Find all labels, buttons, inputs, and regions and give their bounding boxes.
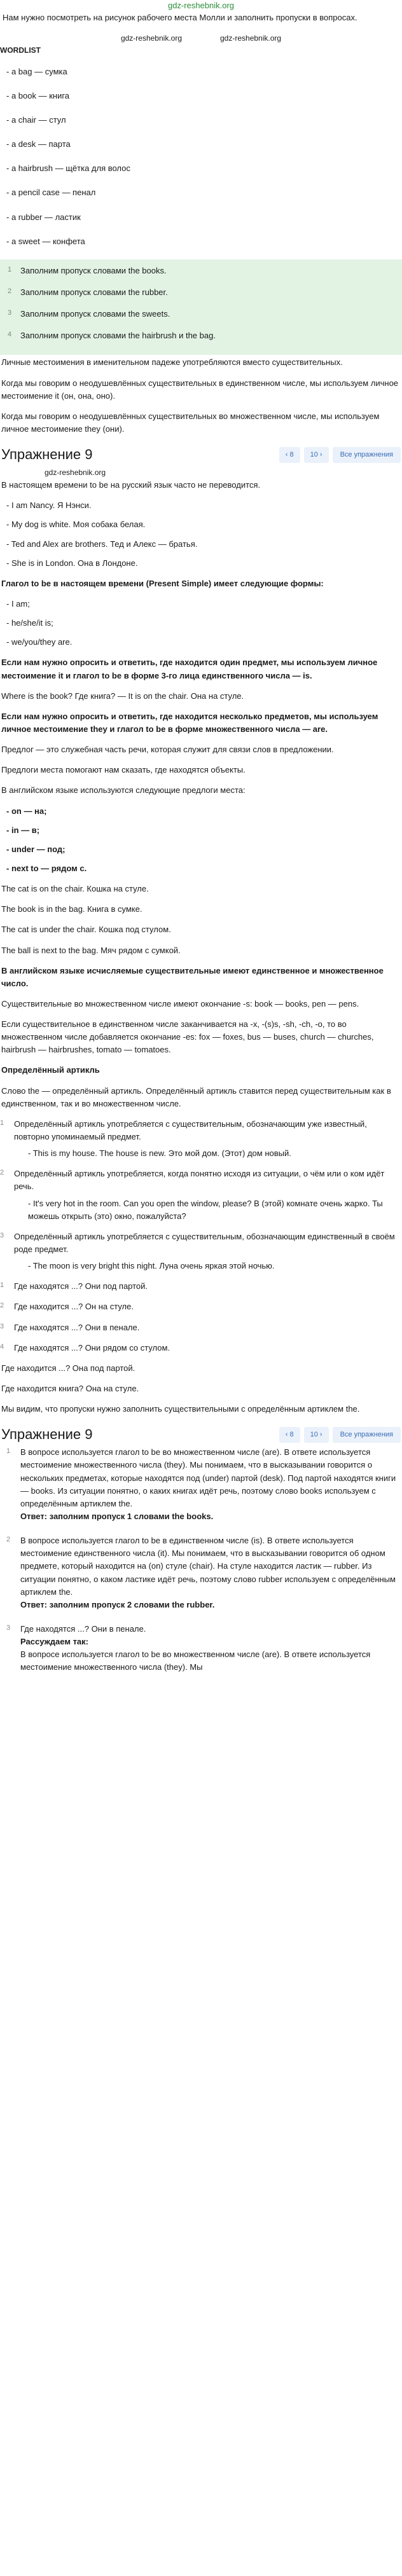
form-item: - he/she/it is;	[6, 617, 402, 630]
answer-item: 1 В вопросе используется глагол to be во множественном числе (are). В ответе используется местоимение множественного числа (they). Мы понимаем, что в высказывании говорится о нескольких предметах, которые находятся под (under) партой (desk). Под партой находятся книги — books. Из ситуации понятно, о каких книгах идёт речь, поэтому слово books используем с определённым артиклем the. Ответ: заполним пропуск 1 словами the books.	[6, 1447, 396, 1521]
countable-head: В английском языке исчисляемые существительные имеют единственное и множественное число.	[1, 965, 384, 988]
plural-rule: Если нам нужно опросить и ответить, где находится несколько предметов, мы используем личное местоимение they и глагол to be в форме множественного числа — are.	[1, 711, 378, 734]
article-def: Слово the — определённый артикль. Определённый артикль ставится перед существительным как в единственном, так и во множественном числе.	[1, 1085, 391, 1108]
prep-item: - next to — рядом с.	[6, 862, 402, 875]
example-item: - My dog is white. Моя собака белая.	[6, 518, 402, 531]
tobe-examples	[0, 499, 402, 570]
tobe-head: Глагол to be в настоящем времени (Present Simple) имеет следующие формы:	[1, 578, 324, 588]
conclusion: Мы видим, что пропуски нужно заполнить существительными с определённым артиклем the.	[1, 1404, 360, 1414]
all-exercises-button[interactable]: Все упражнения	[333, 1427, 401, 1443]
wordlist-item: - a chair — стул	[6, 114, 402, 127]
pronoun-rule-3: Когда мы говорим о неодушевлённых существительных во множественном числе, мы используем личное местоимение they (они).	[1, 411, 380, 434]
question-item: 2 Где находится ...? Он на стуле.	[0, 1302, 134, 1312]
wordlist-item: - a bag — сумка	[6, 65, 402, 78]
prep-example: The cat is on the chair. Кошка на стуле.	[1, 884, 149, 894]
prep-use: Предлоги места помогают нам сказать, где находятся объекты.	[1, 765, 246, 775]
watermark: gdz-reshebnik.org	[45, 468, 106, 478]
prep-list-head: В английском языке используются следующие предлоги места:	[1, 785, 246, 796]
question-5: Где находится ...? Она под партой.	[1, 1363, 135, 1373]
prev-exercise-button[interactable]: ‹ 8	[279, 1427, 300, 1443]
wordlist	[0, 65, 402, 248]
task-item: 2 Заполним пропуск словами the rubber.	[8, 287, 168, 297]
form-item: - I am;	[6, 598, 402, 610]
article-use: 2 Определённый артикль употребляется, когда понятно исходя из ситуации, о чём или о ком идёт речь. - It's very hot in the room. Can you open the window, please? В (этой) комнате очень жарко. Ты можешь открыть (это) окно, пожалуйста?	[0, 1167, 402, 1223]
next-exercise-button[interactable]: 10 ›	[304, 1427, 329, 1443]
exercise-nav-bar	[0, 443, 402, 466]
task-list	[0, 259, 402, 355]
answer-item: 3 Где находятся ...? Они в пенале. Рассуждаем так: В вопросе используется глагол to be во множественном числе (are). В ответе используется местоимение множественного числа (they). Мы	[6, 1623, 371, 1672]
site-logo[interactable]: gdz-reshebnik.org	[167, 1, 235, 10]
pronoun-rule-1: Личные местоимения в именительном падеже употребляются вместо существительных.	[1, 357, 343, 368]
article-use: 3 Определённый артикль употребляется с существительным, обозначающим единственный в своём роде предмет. - The moon is very bright this night. Луна очень яркая этой ночью.	[0, 1230, 402, 1272]
singular-example: Where is the book? Где книга? — It is on the chair. Она на стуле.	[1, 691, 244, 701]
question-6: Где находится книга? Она на стуле.	[1, 1384, 139, 1394]
exercise-title: Упражнение 9	[1, 446, 93, 463]
prep-item: - under — под;	[6, 843, 402, 856]
example-item: - Ted and Alex are brothers. Тед и Алекс — братья.	[6, 538, 402, 551]
question-list	[0, 1280, 402, 1354]
intro-text: Нам нужно посмотреть на рисунок рабочего места Молли и заполнить пропуски в вопросах.	[3, 13, 357, 22]
task-item: 1 Заполним пропуск словами the books.	[8, 265, 167, 275]
wordlist-item: - a sweet — конфета	[6, 235, 402, 248]
singular-rule: Если нам нужно опросить и ответить, где находится один предмет, мы используем личное местоимение it и глагол to be в форме 3-го лица единственного числа — is.	[1, 658, 378, 680]
pronoun-rule-2: Когда мы говорим о неодушевлённых существительных в единственном числе, мы используем личное местоимение it (он, она, оно).	[1, 378, 399, 401]
prep-example: The ball is next to the bag. Мяч рядом с сумкой.	[1, 945, 181, 955]
task-item: 4 Заполним пропуск словами the hairbrush и the bag.	[8, 331, 216, 341]
prep-def: Предлог — это служебная часть речи, которая служит для связи слов в предложении.	[1, 745, 334, 755]
prep-example: The book is in the bag. Книга в сумке.	[1, 904, 142, 914]
wordlist-item: - a rubber — ластик	[6, 211, 402, 224]
question-item: 3 Где находятся ...? Они в пенале.	[0, 1322, 140, 1332]
prev-exercise-button[interactable]: ‹ 8	[279, 447, 300, 463]
article-use: 1 Определённый артикль употребляется с существительным, обозначающим уже известный, повторно упоминаемый предмет. - This is my house. The house is new. Это мой дом. (Этот) дом новый.	[0, 1118, 402, 1160]
watermark: gdz-reshebnik.org	[120, 34, 182, 43]
translate-note: В настоящем времени to be на русский язык часто не переводится.	[1, 480, 261, 490]
form-item: - we/you/they are.	[6, 636, 402, 649]
example-item: - I am Nancy. Я Нэнси.	[6, 499, 402, 512]
answer-item: 2 В вопросе используется глагол to be в единственном числе (is). В ответе используется местоимение единственного числа (it). Мы понимаем, что в высказывании говорится об одном предмете, который находится на (on) стуле (chair). На стуле находится ластик — rubber. Из ситуации понятно, о каком ластике идёт речь, поэтому слово rubber используем с определённым артиклем the. Ответ: заполним пропуск 2 словами the rubber.	[6, 1536, 396, 1609]
plural-es-rule: Если существительное в единственном числе заканчивается на -x, -(s)s, -sh, -ch, -o, то во множественном числе добавляется окончание -es: fox — foxes, bus — buses, church — churches, hairbrush — hairbrushes, tomato — tomatoes.	[1, 1019, 374, 1055]
example-item: - She is in London. Она в Лондоне.	[6, 557, 402, 570]
watermark: gdz-reshebnik.org	[220, 34, 282, 43]
prep-item: - in — в;	[6, 824, 402, 837]
prep-item: - on — на;	[6, 805, 402, 818]
tobe-forms	[0, 598, 402, 649]
article-uses	[0, 1118, 402, 1272]
question-item: 4 Где находятся ...? Они рядом со стулом.	[0, 1342, 170, 1353]
answer-list	[0, 1446, 402, 1674]
question-item: 1 Где находятся ...? Они под партой.	[0, 1281, 148, 1291]
prep-list	[0, 805, 402, 876]
all-exercises-button[interactable]: Все упражнения	[333, 447, 401, 463]
wordlist-item: - a hairbrush — щётка для волос	[6, 162, 402, 175]
wordlist-item: - a book — книга	[6, 90, 402, 102]
exercise-title: Упражнение 9	[1, 1426, 93, 1443]
wordlist-title: WORDLIST	[0, 46, 41, 55]
prep-example: The cat is under the chair. Кошка под стулом.	[1, 925, 171, 935]
task-item: 3 Заполним пропуск словами the sweets.	[8, 309, 170, 319]
article-head: Определённый артикль	[1, 1065, 100, 1075]
next-exercise-button[interactable]: 10 ›	[304, 447, 329, 463]
wordlist-item: - a desk — парта	[6, 138, 402, 151]
plural-s-rule: Существительные во множественном числе имеют окончание -s: book — books, pen — pens.	[1, 998, 359, 1009]
exercise-nav-bar-bottom	[0, 1423, 402, 1446]
wordlist-item: - a pencil case — пенал	[6, 186, 402, 199]
